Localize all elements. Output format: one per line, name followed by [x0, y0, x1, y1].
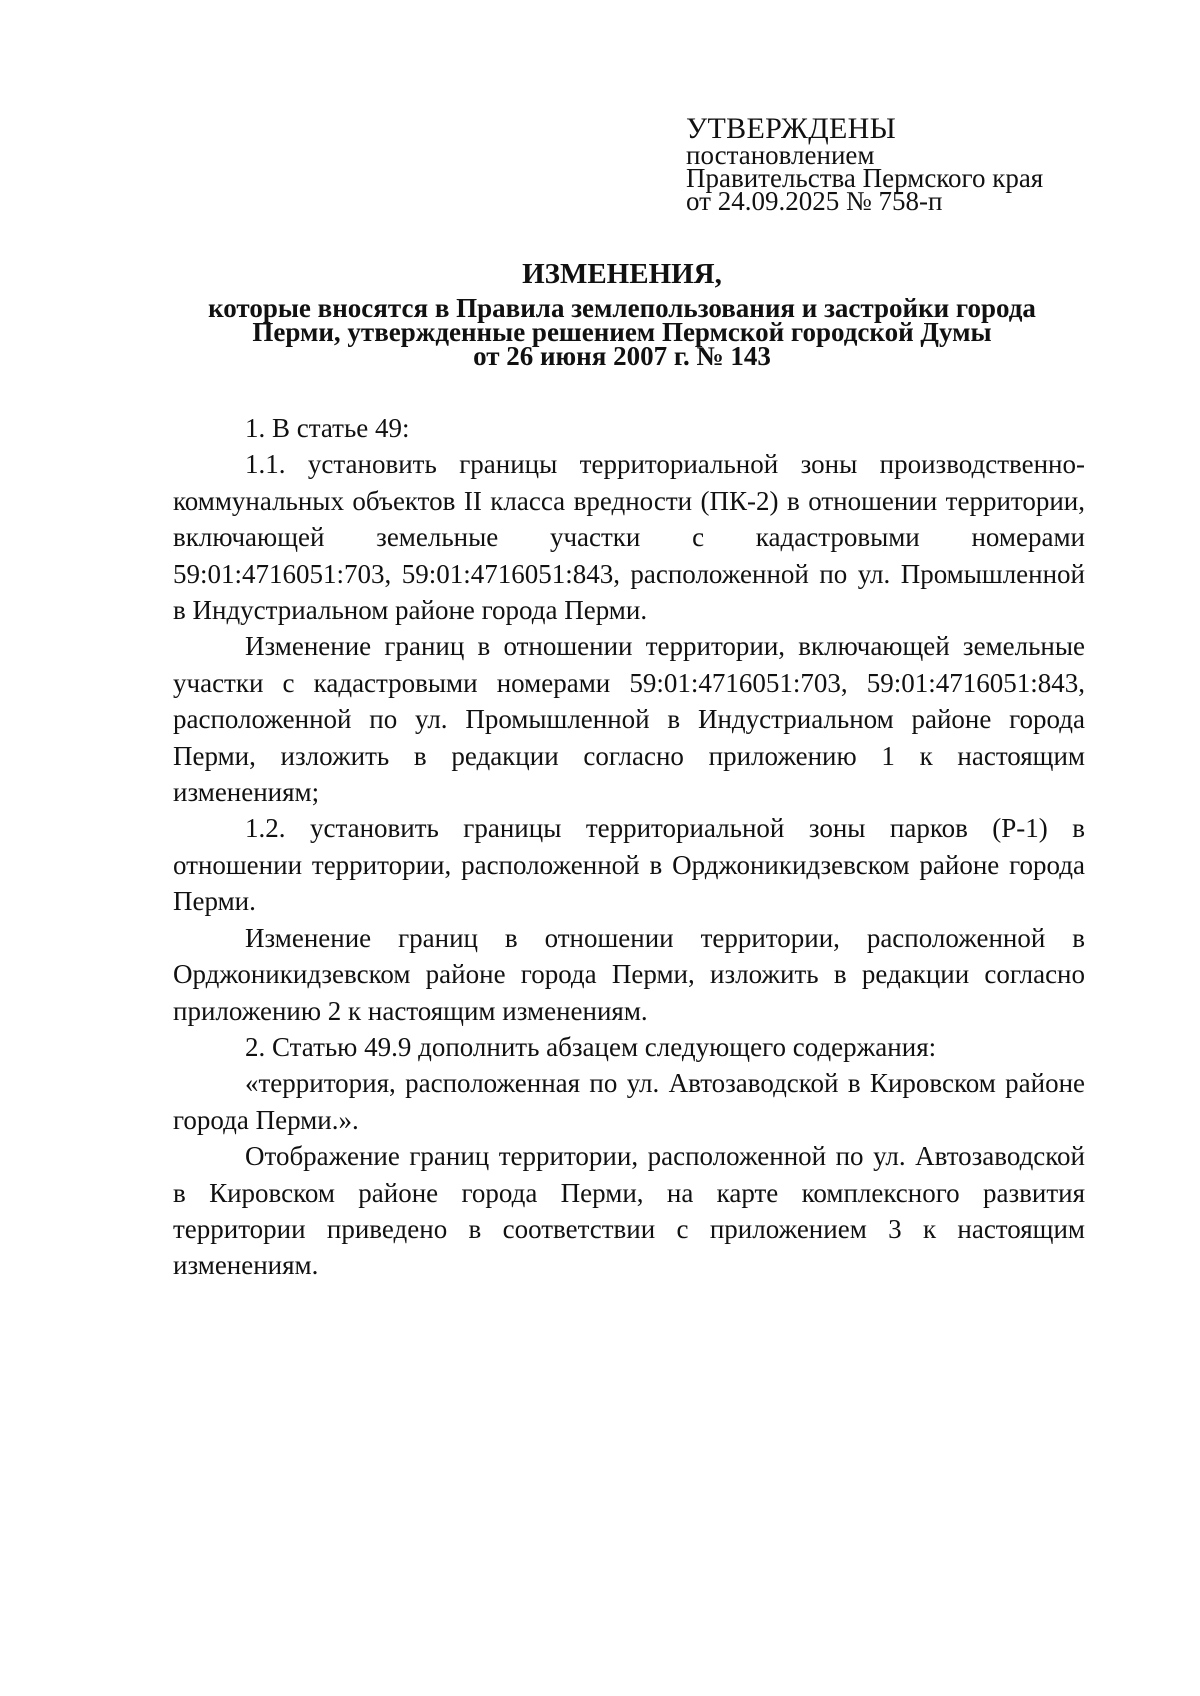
approval-line: Правительства Пермского края — [686, 163, 1044, 193]
paragraph-1-1-change: Изменение границ в отношении территории, включающей земельные участки с кадастровыми номерами 59:01:4716051:703, 59:01:4716051:843, расположенной по ул. Промышленной в Индустриальном районе города Перми, изложить в редакции согласно приложению 1 к настоящим изменениям; — [173, 631, 1085, 808]
paragraph-2-display: Отображение границ территории, расположенной по ул. Автозаводской в Кировском районе города Перми, на карте комплексного развития территории приведено в соответствии с приложением 3 к настоящим изменениям. — [173, 1141, 1085, 1281]
paragraph-1-2: 1.2. установить границы территориальной зоны парков (Р-1) в отношении территории, расположенной в Орджоникидзевском районе города Перми. — [173, 813, 1085, 917]
approval-line: от 24.09.2025 № 758-п — [686, 186, 943, 216]
document-title: ИЗМЕНЕНИЯ, — [522, 258, 722, 290]
paragraph-1-1: 1.1. установить границы территориальной зоны производственно-коммунальных объектов II класса вредности (ПК-2) в отношении территории, включающей земельные участки с кадастровыми номерами 59:01:4716051:703, 59:01:4716051:843, расположенной по ул. Промышленной в Индустриальном районе города Перми. — [173, 449, 1085, 626]
subtitle-line: от 26 июня 2007 г. № 143 — [473, 341, 771, 371]
approval-line: постановлением — [686, 140, 875, 170]
approval-heading: УТВЕРЖДЕНЫ — [686, 112, 897, 145]
subtitle-line: Перми, утвержденные решением Пермской городской Думы — [252, 317, 992, 347]
paragraph-2-quote: «территория, расположенная по ул. Автозаводской в Кировском районе города Перми.». — [173, 1068, 1085, 1135]
paragraph-article-1: 1. В статье 49: — [245, 413, 410, 443]
paragraph-article-2: 2. Статью 49.9 дополнить абзацем следующего содержания: — [245, 1031, 937, 1062]
document-body — [173, 410, 1085, 1284]
subtitle-line: которые вносятся в Правила землепользования и застройки города — [208, 293, 1036, 323]
approval-stamp — [686, 112, 1126, 216]
document-subtitle — [160, 293, 1084, 371]
paragraph-1-2-change: Изменение границ в отношении территории, расположенной в Орджоникидзевском районе города Перми, изложить в редакции согласно приложению 2 к настоящим изменениям. — [173, 922, 1085, 1026]
